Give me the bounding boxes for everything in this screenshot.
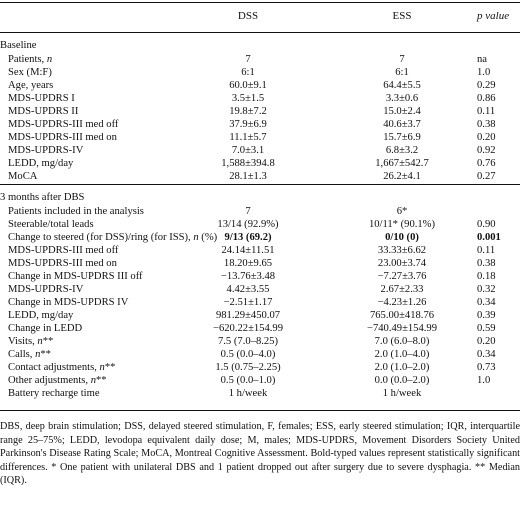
row-p-value: 0.11	[477, 105, 496, 117]
row-dss-value: 0.5 (0.0–4.0)	[220, 349, 276, 360]
row-ess-value: 1,667±542.7	[375, 157, 429, 169]
row-p-value: 0.11	[477, 245, 496, 256]
row-ess-value: 0.0 (0.0–2.0)	[374, 375, 430, 386]
row-label: MDS-UPDRS-IV	[8, 284, 84, 295]
row-label: Calls, n**	[8, 349, 51, 360]
row-label: Visits, n**	[8, 336, 54, 347]
table-row	[0, 55, 520, 68]
row-label: Change in MDS-UPDRS III off	[8, 271, 143, 282]
row-ess-value: 10/11* (90.1%)	[368, 219, 436, 230]
header-p-value: p value	[477, 10, 510, 22]
row-p-value: 0.20	[477, 131, 496, 143]
row-ess-value: 64.4±5.5	[383, 79, 421, 91]
row-dss-value: 7.0±3.1	[231, 144, 265, 156]
table-row	[0, 120, 520, 133]
row-ess-value: 7.0 (6.0–8.0)	[374, 336, 430, 347]
row-ess-value: 33.33±6.62	[377, 245, 427, 256]
row-p-value: 1.0	[477, 66, 491, 78]
header-rule	[0, 32, 520, 33]
row-p-value: 0.34	[477, 349, 496, 360]
section-rule	[0, 184, 520, 185]
table-row	[0, 133, 520, 146]
table-row	[0, 94, 520, 107]
row-dss-value: 981.29±450.07	[215, 310, 281, 321]
row-dss-value: 7	[245, 206, 251, 217]
row-dss-value: 13/14 (92.9%)	[217, 219, 279, 230]
row-label: MDS-UPDRS-III med off	[8, 118, 119, 130]
top-rule	[0, 2, 520, 3]
table-row	[0, 172, 520, 185]
table-footnote	[0, 420, 520, 488]
row-dss-value: 1.5 (0.75–2.25)	[215, 362, 281, 373]
row-dss-value: 9/13 (69.2)	[224, 232, 272, 243]
row-dss-value: 18.20±9.65	[223, 258, 273, 269]
row-ess-value: 1 h/week	[382, 388, 422, 399]
table-header	[0, 11, 520, 25]
row-ess-value: 2.0 (1.0–2.0)	[374, 362, 430, 373]
row-p-value: 0.20	[477, 336, 496, 347]
table-row	[0, 389, 520, 402]
row-p-value: 0.92	[477, 144, 496, 156]
section-baseline-title: Baseline	[0, 40, 37, 51]
section-followup-title: 3 months after DBS	[0, 192, 85, 203]
row-ess-value: 6:1	[395, 66, 409, 78]
row-ess-value: 2.0 (1.0–4.0)	[374, 349, 430, 360]
row-dss-value: 37.9±6.9	[229, 118, 267, 130]
row-label: MDS-UPDRS I	[8, 92, 75, 104]
row-dss-value: 7	[245, 54, 251, 65]
row-dss-value: 60.0±9.1	[229, 79, 267, 91]
row-ess-value: 40.6±3.7	[383, 118, 421, 130]
row-ess-value: −740.49±154.99	[366, 323, 438, 334]
header-dss: DSS	[237, 10, 259, 22]
row-dss-value: −2.51±1.17	[223, 297, 273, 308]
row-label: Sex (M:F)	[8, 66, 52, 78]
row-label: MDS-UPDRS-IV	[8, 144, 84, 156]
footnote-text: DBS, deep brain stimulation; DSS, delayed steered stimulation, F, females; ESS, early steered stimulation; IQR, interquartile range 25–75%; LEDD, levodopa equivalent daily dose; M, males; MDS-UPDRS, Movement Disorders Society United Parkinson's Disease Rating Scale; MoCA, Montreal Cognitive Assessment. Bold-typed values represent statistically significant differences. * One patient with unilateral DBS and 1 patient dropped out after surgery due to severe dysphagia. ** Median (IQR).	[0, 421, 520, 487]
row-label: MDS-UPDRS-III med on	[8, 131, 117, 143]
row-ess-value: 23.00±3.74	[377, 258, 427, 269]
row-dss-value: 6:1	[241, 66, 255, 78]
row-p-value: 0.86	[477, 92, 496, 104]
row-label: Steerable/total leads	[8, 219, 94, 230]
row-label: Contact adjustments, n**	[8, 362, 116, 373]
row-p-value: na	[477, 54, 487, 65]
row-p-value: 0.18	[477, 271, 496, 282]
row-ess-value: 7	[399, 54, 405, 65]
row-label: MoCA	[8, 170, 38, 182]
row-p-value: 0.39	[477, 310, 496, 321]
row-p-value: 0.76	[477, 157, 496, 169]
row-ess-value: 6*	[396, 206, 408, 217]
row-label: Other adjustments, n**	[8, 375, 107, 386]
row-ess-value: 26.2±4.1	[383, 170, 421, 182]
row-p-value: 0.001	[477, 232, 501, 243]
row-dss-value: 1 h/week	[228, 388, 268, 399]
row-dss-value: −620.22±154.99	[212, 323, 284, 334]
row-dss-value: 3.5±1.5	[231, 92, 265, 104]
row-label: Change to steered (for DSS)/ring (for ISS), n (%)	[8, 232, 218, 243]
row-label: LEDD, mg/day	[8, 310, 74, 321]
row-label: Patients, n	[8, 54, 53, 65]
row-label: Patients included in the analysis	[8, 206, 144, 217]
row-label: Change in MDS-UPDRS IV	[8, 297, 129, 308]
row-label: Age, years	[8, 79, 54, 91]
row-label: LEDD, mg/day	[8, 157, 74, 169]
row-label: MDS-UPDRS-III med on	[8, 258, 117, 269]
row-dss-value: 1,588±394.8	[221, 157, 275, 169]
row-p-value: 1.0	[477, 375, 491, 386]
header-ess: ESS	[392, 10, 412, 22]
row-ess-value: 3.3±0.6	[385, 92, 419, 104]
row-p-value: 0.34	[477, 297, 496, 308]
row-label: Change in LEDD	[8, 323, 83, 334]
row-dss-value: 4.42±3.55	[226, 284, 270, 295]
row-ess-value: 15.0±2.4	[383, 105, 421, 117]
row-p-value: 0.38	[477, 118, 496, 130]
row-p-value: 0.29	[477, 79, 496, 91]
row-dss-value: 24.14±11.51	[221, 245, 275, 256]
row-label: MDS-UPDRS II	[8, 105, 79, 117]
table-row	[0, 159, 520, 172]
row-p-value: 0.38	[477, 258, 496, 269]
row-ess-value: 765.00±418.76	[369, 310, 435, 321]
row-ess-value: 6.8±3.2	[385, 144, 419, 156]
row-dss-value: −13.76±3.48	[220, 271, 276, 282]
table-row	[0, 146, 520, 159]
row-label: Battery recharge time	[8, 388, 100, 399]
row-ess-value: −4.23±1.26	[377, 297, 427, 308]
row-dss-value: 19.8±7.2	[229, 105, 267, 117]
row-dss-value: 7.5 (7.0–8.25)	[217, 336, 279, 347]
row-p-value: 0.59	[477, 323, 496, 334]
row-ess-value: 0/10 (0)	[385, 232, 419, 243]
row-p-value: 0.27	[477, 170, 496, 182]
row-ess-value: 2.67±2.33	[380, 284, 424, 295]
table-row	[0, 81, 520, 94]
table-row	[0, 107, 520, 120]
row-label: MDS-UPDRS-III med off	[8, 245, 119, 256]
row-dss-value: 11.1±5.7	[229, 131, 267, 143]
row-p-value: 0.90	[477, 219, 496, 230]
row-p-value: 0.32	[477, 284, 496, 295]
row-dss-value: 0.5 (0.0–1.0)	[220, 375, 276, 386]
row-p-value: 0.73	[477, 362, 496, 373]
table-row	[0, 68, 520, 81]
row-ess-value: 15.7±6.9	[383, 131, 421, 143]
row-dss-value: 28.1±1.3	[229, 170, 267, 182]
row-ess-value: −7.27±3.76	[377, 271, 427, 282]
bottom-rule	[0, 410, 520, 411]
